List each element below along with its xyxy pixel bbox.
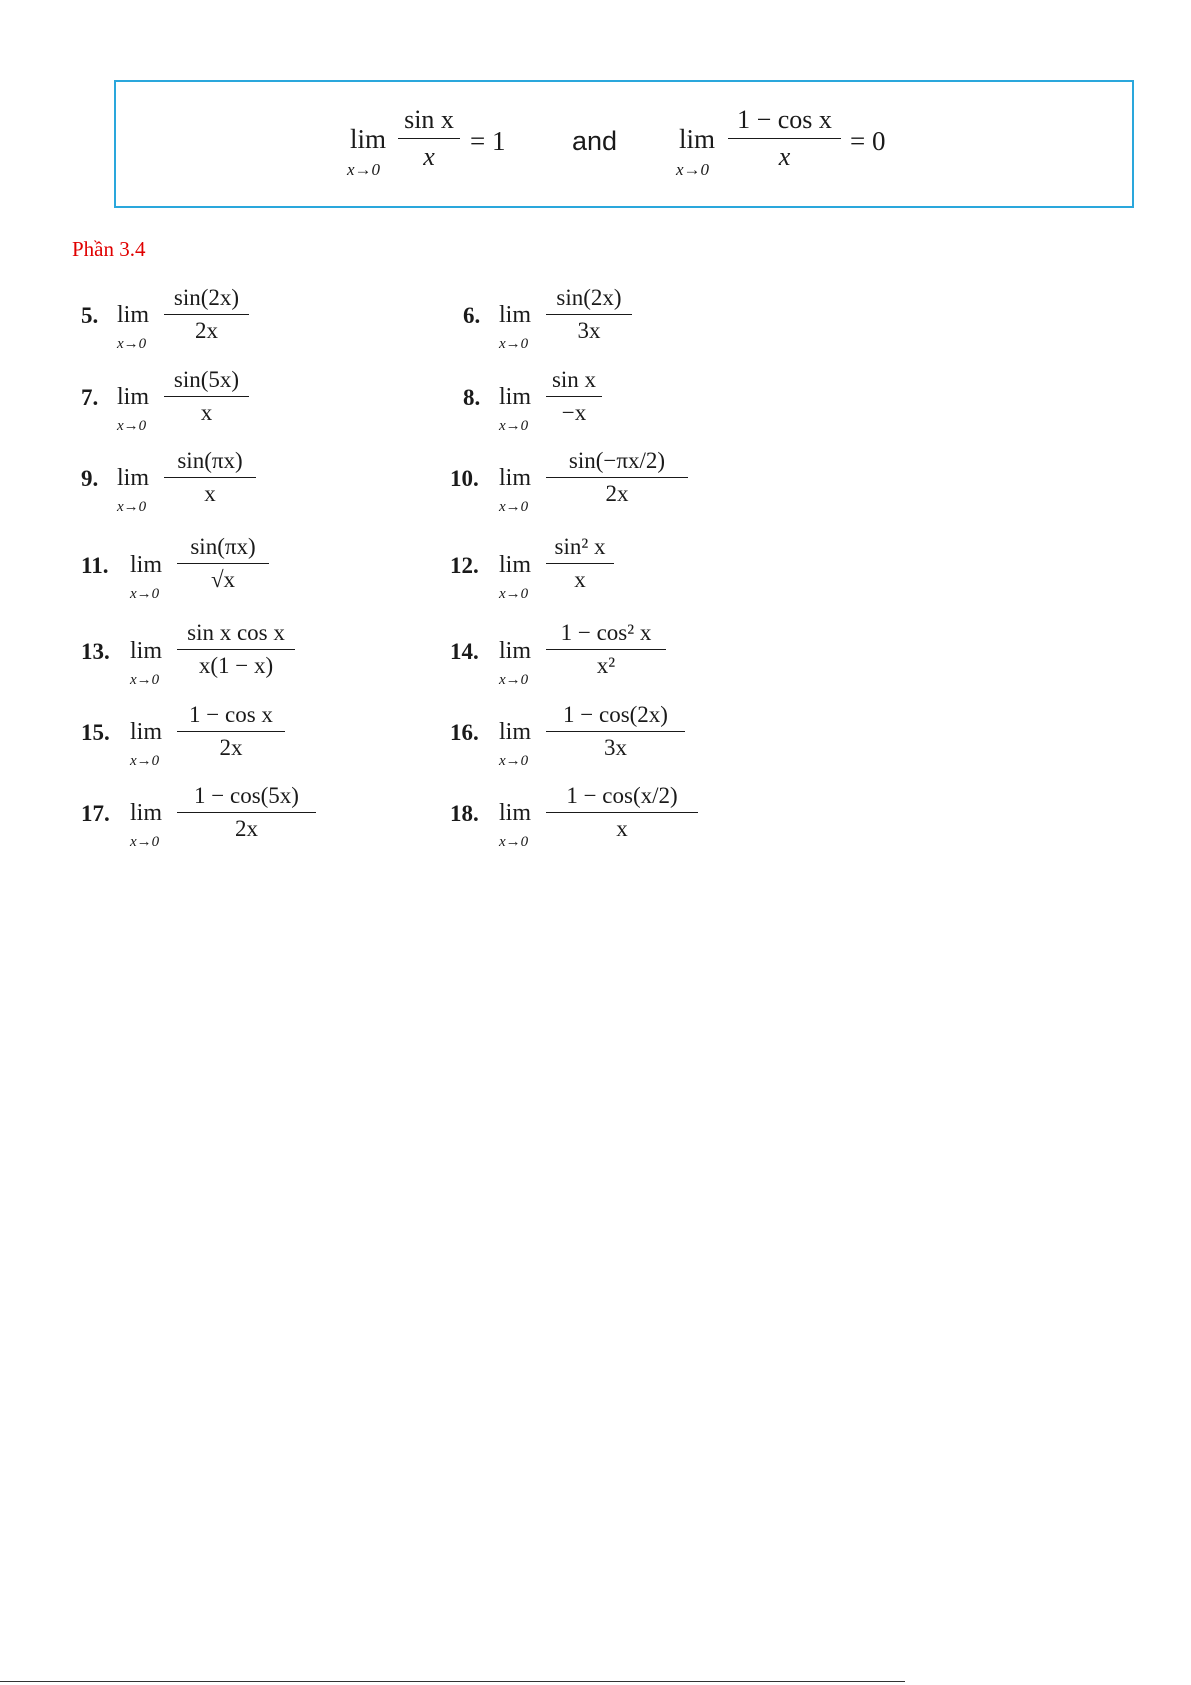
exercise-sub: x→0 <box>499 336 529 352</box>
exercise-number: 12. <box>450 553 479 578</box>
exercise-denominator: x <box>204 481 216 506</box>
exercise-number: 6. <box>463 303 481 328</box>
exercise-lim: lim <box>130 552 163 578</box>
exercise-lim: lim <box>130 638 163 664</box>
exercise-number: 9. <box>81 466 99 491</box>
exercise-bar <box>177 563 269 564</box>
exercise-fraction <box>177 618 295 681</box>
exercise-number: 7. <box>81 385 99 410</box>
formula-right-fraction <box>728 105 841 172</box>
exercise-lim: lim <box>499 800 532 826</box>
exercise-numerator: sin(−πx/2) <box>568 448 666 473</box>
exercise-bar <box>546 731 685 732</box>
exercise-number: 14. <box>450 639 479 664</box>
exercise-number: 17. <box>81 801 110 826</box>
exercise-denominator: √x <box>210 567 236 592</box>
exercise-lim: lim <box>499 719 532 745</box>
formula-left-numerator: sin x <box>404 105 454 134</box>
exercise-numerator: 1 − cos² x <box>560 620 652 645</box>
formula-left-lim: lim <box>350 124 387 154</box>
exercise-bar <box>546 812 698 813</box>
exercise-numerator: 1 − cos(2x) <box>563 702 668 727</box>
formula-left-sub: x→0 <box>347 160 381 179</box>
formula-right-sub: x→0 <box>676 160 710 179</box>
exercise-lim: lim <box>117 384 150 410</box>
formula-left-fraction <box>398 105 460 172</box>
exercise-fraction <box>546 700 685 763</box>
exercise-bar <box>546 563 614 564</box>
exercise-fraction <box>164 283 249 346</box>
exercise-fraction <box>546 781 698 844</box>
exercise-bar <box>546 314 632 315</box>
exercise-fraction <box>546 618 666 681</box>
exercise-lim: lim <box>499 552 532 578</box>
exercise-sub: x→0 <box>499 418 529 434</box>
exercise-numerator: sin² x <box>554 534 606 559</box>
exercise-sub: x→0 <box>130 753 160 769</box>
exercise-numerator: sin x cos x <box>187 620 285 645</box>
exercise-fraction <box>164 446 256 509</box>
formula-connector: and <box>572 126 618 156</box>
exercise-sub: x→0 <box>499 753 529 769</box>
exercise-number: 16. <box>450 720 479 745</box>
exercise-bar <box>177 649 295 650</box>
exercise-numerator: sin(πx) <box>190 534 256 559</box>
formula-right-denominator: x <box>778 142 791 171</box>
exercise-denominator: x² <box>596 653 616 678</box>
exercise-denominator: 2x <box>235 816 258 841</box>
formula-right-equals: = 0 <box>850 126 886 156</box>
exercise-lim: lim <box>499 384 532 410</box>
exercise-numerator: sin(5x) <box>173 367 240 392</box>
exercise-number: 5. <box>81 303 99 328</box>
exercise-denominator: x <box>616 816 628 841</box>
exercise-fraction <box>177 781 316 844</box>
exercise-lim: lim <box>117 302 150 328</box>
exercise-number: 11. <box>81 553 109 578</box>
exercise-lim: lim <box>130 719 163 745</box>
exercise-numerator: sin(2x) <box>556 285 622 310</box>
exercise-lim: lim <box>499 302 532 328</box>
exercise-fraction <box>177 700 285 763</box>
exercise-bar <box>546 477 688 478</box>
exercise-lim: lim <box>117 465 150 491</box>
exercise-fraction <box>546 446 688 509</box>
formula-right-bar <box>728 138 841 139</box>
exercise-bar <box>546 396 602 397</box>
exercise-bar <box>164 314 249 315</box>
exercise-bar <box>164 477 256 478</box>
exercise-bar <box>177 812 316 813</box>
exercise-sub: x→0 <box>499 499 529 515</box>
exercise-number: 8. <box>463 385 481 410</box>
exercise-numerator: 1 − cos(5x) <box>194 783 299 808</box>
exercise-sub: x→0 <box>499 834 529 850</box>
exercise-sub: x→0 <box>499 586 529 602</box>
exercise-numerator: sin(2x) <box>173 285 240 310</box>
exercise-denominator: 3x <box>604 735 627 760</box>
formula-right-numerator: 1 − cos x <box>737 105 832 134</box>
formula-left-bar <box>398 138 460 139</box>
exercise-denominator: 2x <box>195 318 218 343</box>
exercise-sub: x→0 <box>117 499 147 515</box>
exercise-number: 13. <box>81 639 110 664</box>
exercise-bar <box>164 396 249 397</box>
exercise-fraction <box>177 532 269 595</box>
footer-divider <box>0 1681 905 1682</box>
exercise-lim: lim <box>499 465 532 491</box>
exercise-denominator: x <box>574 567 586 592</box>
exercise-lim: lim <box>499 638 532 664</box>
exercise-fraction <box>546 283 632 346</box>
exercise-bar <box>546 649 666 650</box>
exercise-denominator: 2x <box>219 735 243 760</box>
exercise-bar <box>177 731 285 732</box>
formula-right-lim: lim <box>679 124 716 154</box>
exercise-fraction <box>546 532 614 595</box>
exercise-number: 15. <box>81 720 110 745</box>
exercise-numerator: sin(πx) <box>177 448 243 473</box>
exercise-sub: x→0 <box>130 672 160 688</box>
exercise-fraction <box>164 365 249 428</box>
exercise-lim: lim <box>130 800 163 826</box>
formula-box <box>114 80 1134 208</box>
exercise-sub: x→0 <box>117 336 147 352</box>
exercise-numerator: 1 − cos x <box>189 702 273 727</box>
exercise-denominator: −x <box>561 400 587 425</box>
section-label: Phần 3.4 <box>72 237 146 261</box>
exercise-denominator: x(1 − x) <box>198 653 274 678</box>
formula-left-equals: = 1 <box>470 126 506 156</box>
exercise-number: 10. <box>450 466 479 491</box>
formula-left-denominator: x <box>423 142 435 171</box>
exercise-sub: x→0 <box>499 672 529 688</box>
exercise-denominator: 2x <box>605 481 629 506</box>
exercise-number: 18. <box>450 801 479 826</box>
exercise-sub: x→0 <box>130 834 160 850</box>
exercise-sub: x→0 <box>130 586 160 602</box>
exercise-numerator: 1 − cos(x/2) <box>566 783 678 808</box>
exercise-fraction <box>546 365 602 428</box>
exercise-sub: x→0 <box>117 418 147 434</box>
exercise-numerator: sin x <box>551 367 597 392</box>
exercise-denominator: x <box>200 400 213 425</box>
exercise-denominator: 3x <box>577 318 601 343</box>
